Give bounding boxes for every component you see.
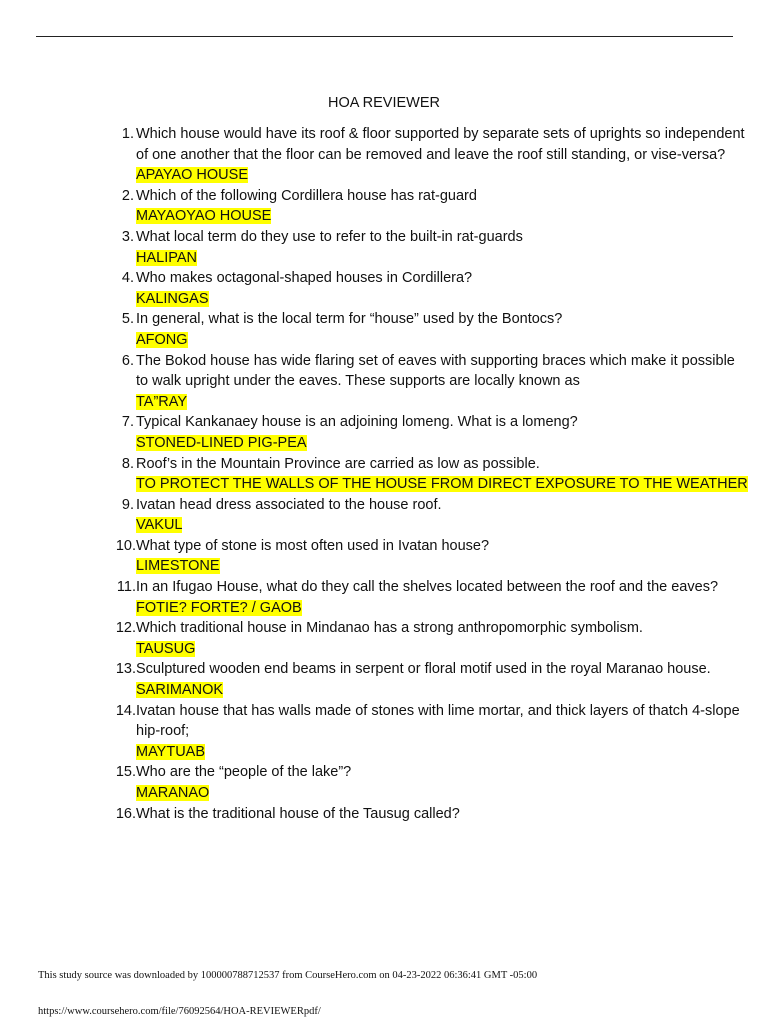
question-item-7: [108, 412, 748, 453]
question-number: 3.: [121, 228, 134, 245]
question-text: In an Ifugao House, what do they call the shelves located between the roof and the eaves?: [136, 579, 719, 596]
question-item-1: [108, 124, 748, 186]
question-text: Who makes octagonal-shaped houses in Cordillera?: [136, 270, 473, 287]
highlighted-answer: MAYTUAB: [136, 743, 206, 760]
question-number: 4.: [121, 270, 134, 287]
question-number: 7.: [121, 414, 134, 431]
question-item-8: [108, 454, 748, 495]
question-number: 2.: [121, 187, 134, 204]
question-text: Who are the “people of the lake”?: [136, 764, 352, 781]
question-text: Ivatan head dress associated to the house roof.: [136, 496, 442, 513]
highlighted-answer: LIMESTONE: [136, 558, 220, 575]
question-item-13: [108, 659, 748, 700]
question-item-9: [108, 495, 748, 536]
question-item-10: [108, 536, 748, 577]
question-number: 11.: [116, 579, 136, 596]
question-text: The Bokod house has wide flaring set of eaves with supporting braces which make it possible to walk upright under the eaves. These supports are locally known as: [136, 352, 735, 390]
highlighted-answer: FOTIE? FORTE? / GAOB: [136, 599, 302, 616]
question-text: Ivatan house that has walls made of stones with lime mortar, and thick layers of thatch 4-slope hip-roof;: [136, 702, 740, 740]
question-text: What local term do they use to refer to the built-in rat-guards: [136, 228, 523, 245]
question-number: 8.: [121, 455, 134, 472]
source-url: https://www.coursehero.com/file/76092564/HOA-REVIEWERpdf/: [38, 1006, 321, 1017]
question-text: What type of stone is most often used in Ivatan house?: [136, 537, 490, 554]
question-item-2: [108, 186, 748, 227]
question-number: 15.: [115, 764, 136, 781]
question-number: 9.: [121, 496, 134, 513]
download-source-note: This study source was downloaded by 100000788712537 from CourseHero.com on 04-23-2022 06:36:41 GMT -05:00: [38, 970, 538, 981]
highlighted-answer: VAKUL: [136, 517, 183, 534]
question-number: 13.: [115, 661, 136, 678]
question-item-4: [108, 268, 748, 309]
question-text: Roof’s in the Mountain Province are carried as low as possible.: [136, 455, 540, 472]
question-item-14: [108, 701, 748, 763]
question-text: Which traditional house in Mindanao has a strong anthropomorphic symbolism.: [136, 620, 643, 637]
highlighted-answer: TO PROTECT THE WALLS OF THE HOUSE FROM DIRECT EXPOSURE TO THE WEATHER: [136, 476, 748, 493]
question-number: 1.: [121, 126, 134, 142]
question-text: What is the traditional house of the Tausug called?: [136, 805, 460, 822]
question-number: 12.: [115, 620, 136, 637]
question-item-5: [108, 309, 748, 350]
question-item-6: [108, 351, 748, 413]
question-text: Which of the following Cordillera house has rat-guard: [136, 187, 477, 204]
highlighted-answer: STONED-LINED PIG-PEA: [136, 434, 307, 451]
highlighted-answer: AFONG: [136, 331, 188, 348]
highlighted-answer: KALINGAS: [136, 290, 209, 307]
highlighted-answer: TA”RAY: [136, 393, 188, 410]
question-text: In general, what is the local term for “house” used by the Bontocs?: [136, 311, 563, 328]
question-number: 5.: [121, 311, 134, 328]
question-item-3: [108, 227, 748, 268]
document-title: HOA REVIEWER: [328, 95, 440, 111]
highlighted-answer: MARANAO: [136, 785, 210, 801]
question-text: Sculptured wooden end beams in serpent or floral motif used in the royal Maranao house.: [136, 661, 711, 678]
question-item-12: [108, 618, 748, 659]
highlighted-answer: APAYAO HOUSE: [136, 167, 248, 184]
top-divider: [36, 36, 733, 37]
question-item-16: [108, 804, 748, 825]
highlighted-answer: MAYAOYAO HOUSE: [136, 208, 272, 225]
highlighted-answer: HALIPAN: [136, 249, 197, 266]
highlighted-answer: SARIMANOK: [136, 682, 224, 699]
question-item-15: [108, 762, 748, 803]
question-number: 14.: [115, 702, 136, 719]
highlighted-answer: TAUSUG: [136, 640, 196, 657]
question-number: 6.: [121, 352, 134, 369]
question-text: Typical Kankanaey house is an adjoining lomeng. What is a lomeng?: [136, 414, 578, 431]
question-number: 10.: [115, 537, 136, 554]
question-list: [108, 124, 748, 824]
question-item-11: [108, 577, 748, 618]
question-text: Which house would have its roof & floor supported by separate sets of uprights so independent of one another that the floor can be removed and leave the roof still standing, or vise-versa?: [136, 126, 745, 163]
question-number: 16.: [115, 805, 136, 822]
